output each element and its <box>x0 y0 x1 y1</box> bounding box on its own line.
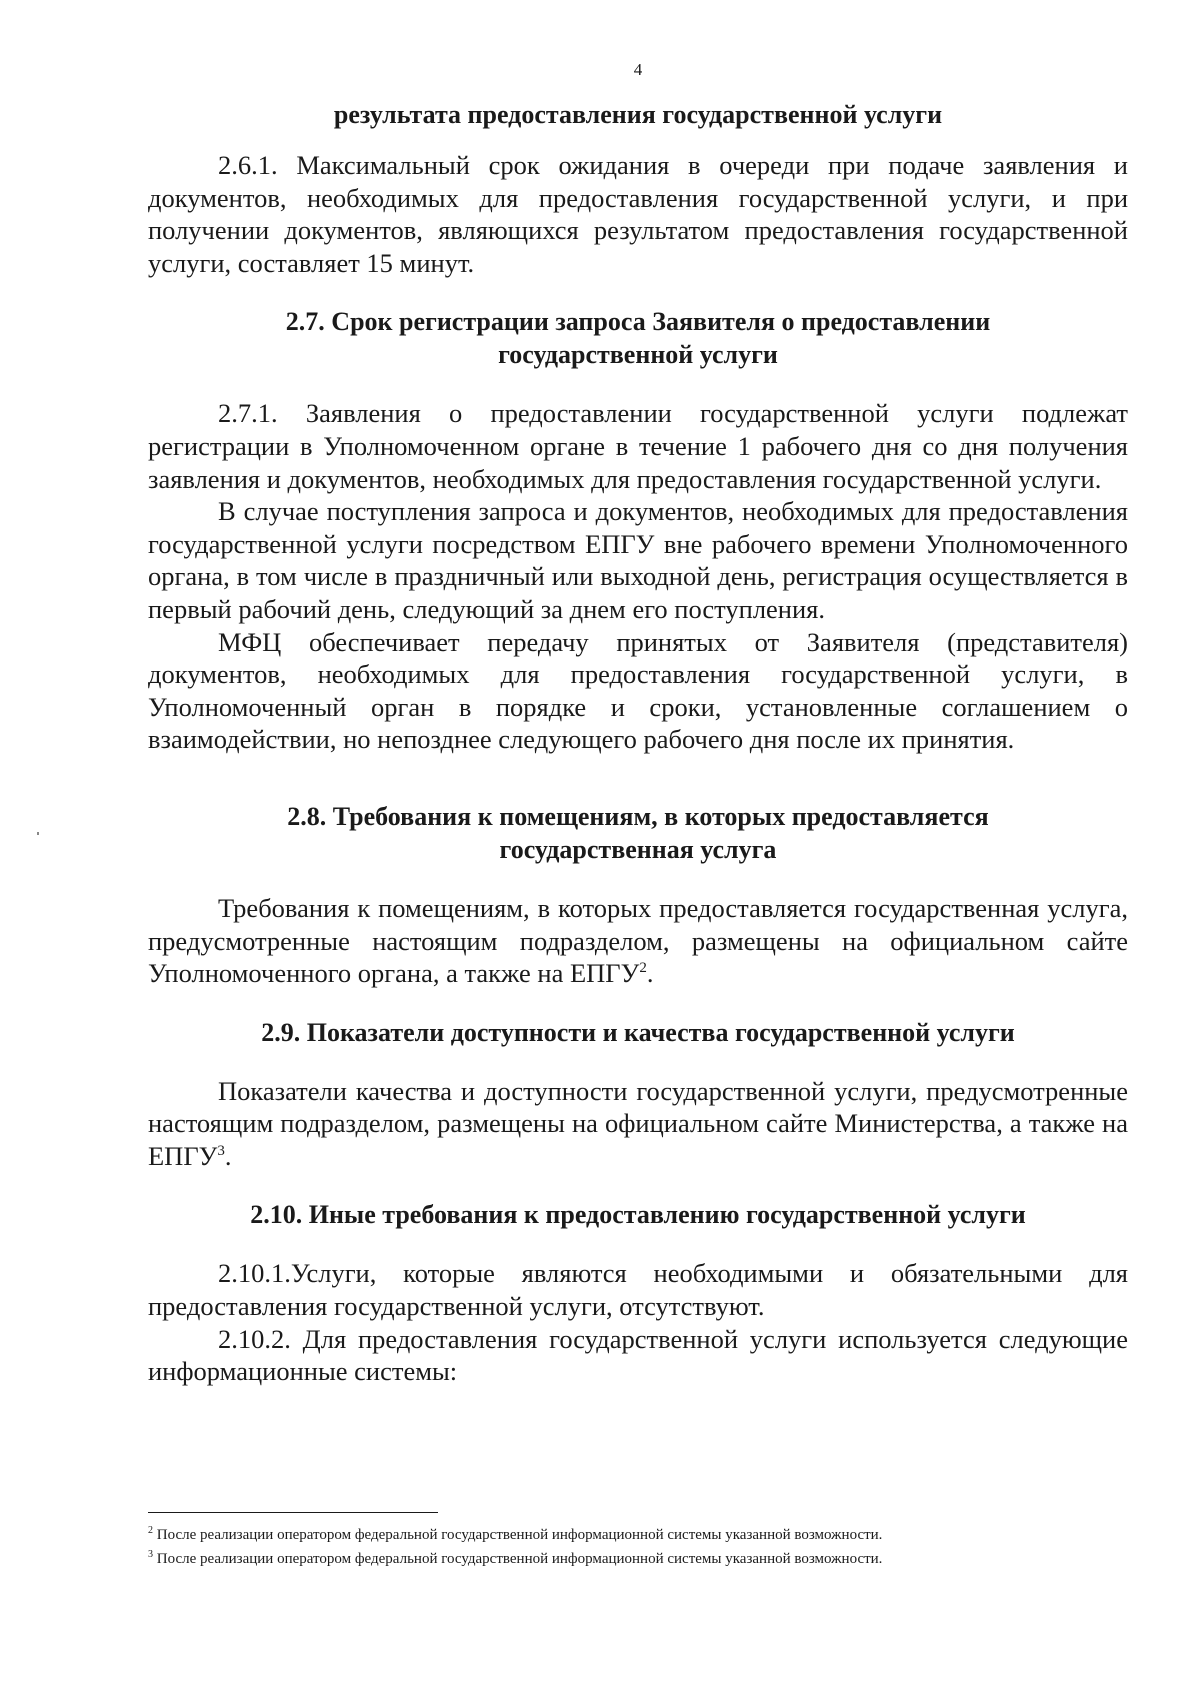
footnote-ref-3[interactable]: 3 <box>217 1143 225 1160</box>
heading-2-10: 2.10. Иные требования к предоставлению государственной услуги <box>250 1200 1026 1230</box>
heading-continued: результата предоставления государственной услуги <box>333 100 943 129</box>
heading-2-9: 2.9. Показатели доступности и качества государственной услуги <box>261 1017 1015 1047</box>
document-page <box>148 60 1128 1388</box>
heading-2-8-line1: 2.8. Требования к помещениям, в которых предоставляется <box>287 801 989 831</box>
footnote-text: После реализации оператором федеральной государственной информационной системы указанной возможности. <box>153 1551 883 1567</box>
paragraph-2-9-end: . <box>224 1140 232 1171</box>
paragraph-2-8-end: . <box>646 958 654 989</box>
paragraph-2-7-1: 2.7.1. Заявления о предоставлении государственной услуги подлежат регистрации в Уполномоченном органе в течение 1 рабочего дня со дня получения заявления и документов, необходимых для предоставления государственной услуги. <box>148 398 1128 494</box>
footnote-divider <box>148 1512 438 1513</box>
paragraph-2-8-text: Требования к помещениям, в которых предоставляется государственная услуга, предусмотренные настоящим подразделом, размещены на официальном сайте Уполномоченного органа, а также на ЕПГУ <box>148 892 1128 989</box>
scan-artifact <box>37 832 39 835</box>
footnote-text: После реализации оператором федеральной государственной информационной системы указанной возможности. <box>153 1527 883 1543</box>
paragraph-2-8 <box>148 892 1128 990</box>
heading-2-7-line2: государственной услуги <box>498 340 778 370</box>
footnote-3 <box>148 1547 1128 1571</box>
paragraph-2-10-1: 2.10.1.Услуги, которые являются необходимыми и обязательными для предоставления государственной услуги, отсутствуют. <box>148 1258 1128 1322</box>
paragraph-2-7-epgu: В случае поступления запроса и документов, необходимых для предоставления государственной услуги посредством ЕПГУ вне рабочего времени Уполномоченного органа, в том числе в праздничный или выходной день, регистрация осуществляется в первый рабочий день, следующий за днем его поступления. <box>148 496 1128 624</box>
page-number: 4 <box>633 60 643 79</box>
footnote-2 <box>148 1523 1128 1547</box>
paragraph-2-6-1: 2.6.1. Максимальный срок ожидания в очереди при подаче заявления и документов, необходимых для предоставления государственной услуги, и при получении документов, являющихся результатом предоставления государственной услуги, составляет 15 минут. <box>148 150 1128 278</box>
paragraph-2-10-2: 2.10.2. Для предоставления государственной услуги используется следующие информационные системы: <box>148 1323 1128 1387</box>
paragraph-2-9-text: Показатели качества и доступности государственной услуги, предусмотренные настоящим подразделом, размещены на официальном сайте Министерства, а также на ЕПГУ <box>148 1075 1128 1171</box>
paragraph-2-7-mfc: МФЦ обеспечивает передачу принятых от Заявителя (представителя) документов, необходимых для предоставления государственной услуги, в Уполномоченный орган в порядке и сроки, установленные соглашением о взаимодействии, но непозднее следующего рабочего дня после их принятия. <box>148 626 1128 755</box>
footnote-mark: 2 <box>148 1525 153 1536</box>
heading-2-7-line1: 2.7. Срок регистрации запроса Заявителя о предоставлении <box>285 307 991 337</box>
heading-2-8-line2: государственная услуга <box>499 834 777 864</box>
footnote-mark: 3 <box>148 1549 153 1560</box>
footnote-ref-2[interactable]: 2 <box>639 960 647 977</box>
paragraph-2-9 <box>148 1075 1128 1173</box>
footnotes <box>148 1523 1128 1571</box>
